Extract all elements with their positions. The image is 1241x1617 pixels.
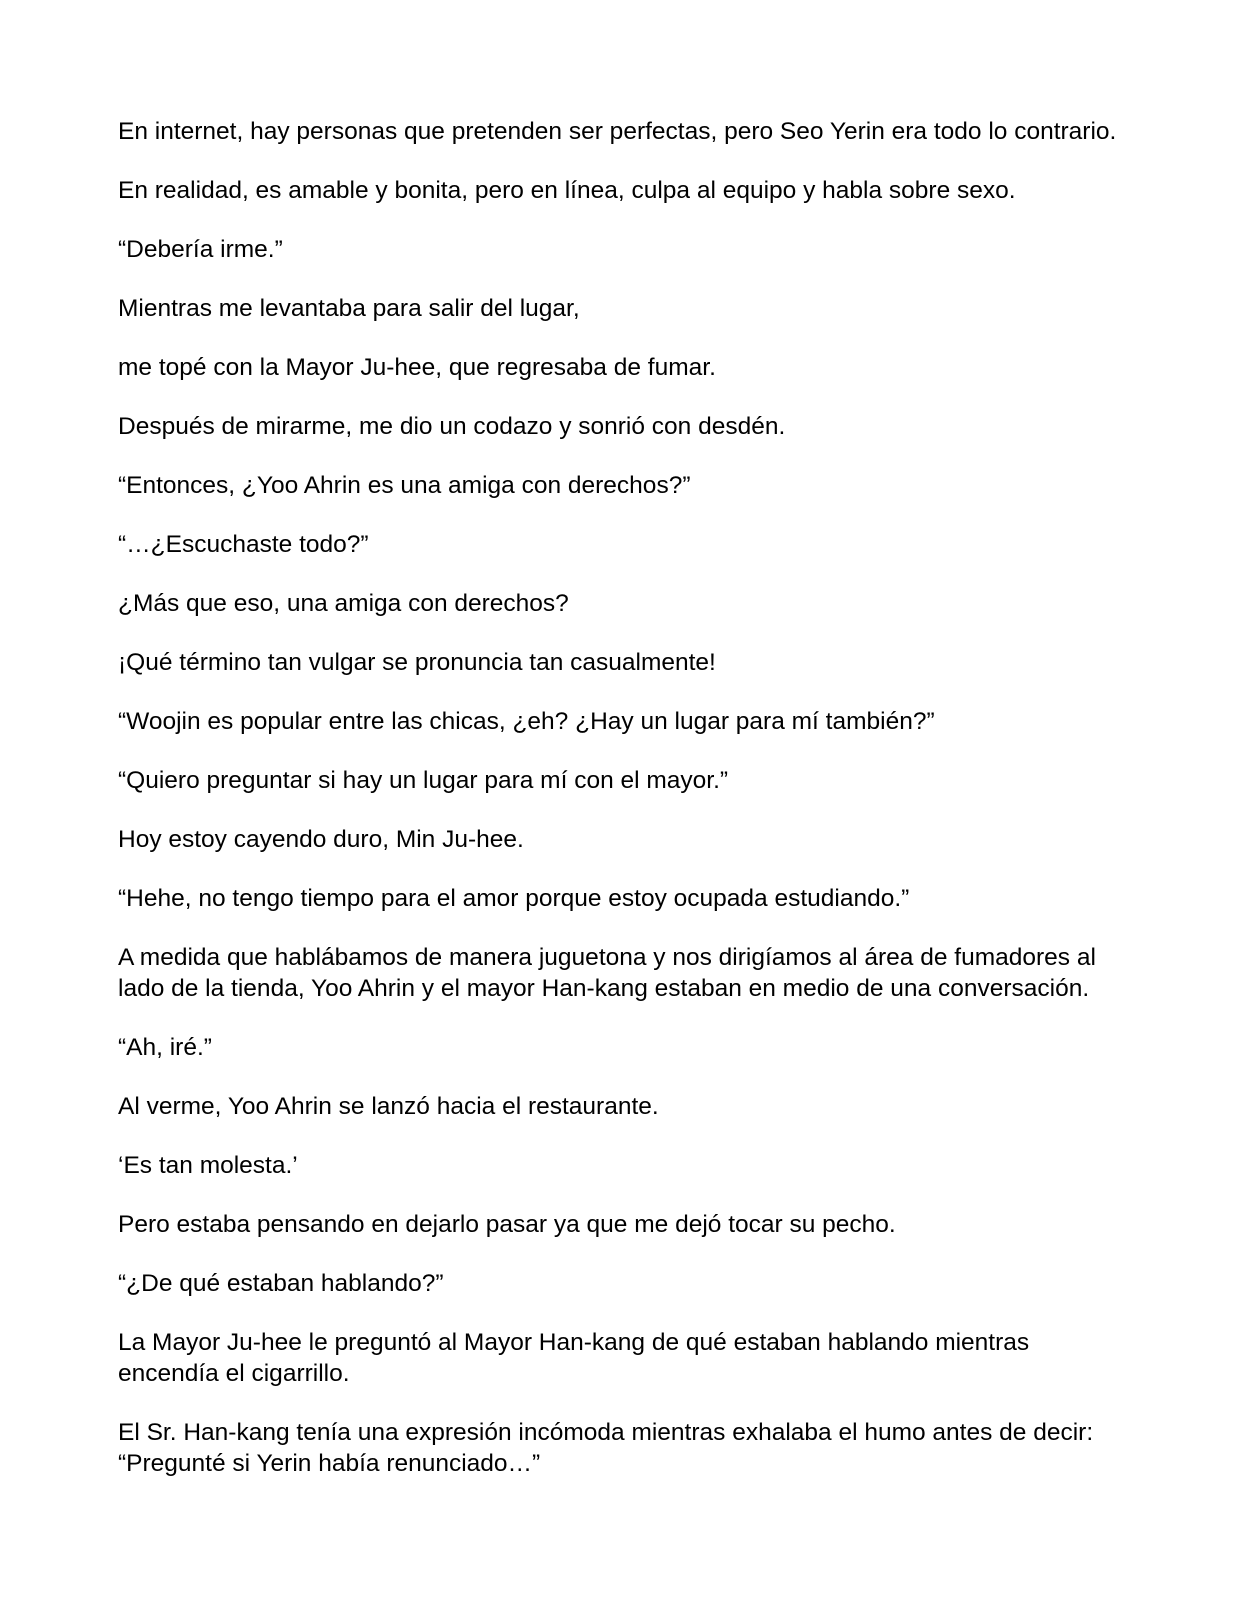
paragraph: “Ah, iré.”	[118, 1034, 212, 1061]
paragraph: Hoy estoy cayendo duro, Min Ju-hee.	[118, 826, 524, 853]
paragraph: “Debería irme.”	[118, 236, 283, 263]
paragraph: ‘Es tan molesta.’	[118, 1152, 298, 1179]
paragraph: El Sr. Han-kang tenía una expresión incómoda mientras exhalaba el humo antes de decir: “Pregunté si Yerin había renunciado…”	[118, 1419, 1094, 1477]
paragraph: Al verme, Yoo Ahrin se lanzó hacia el restaurante.	[118, 1093, 659, 1120]
paragraph: “Entonces, ¿Yoo Ahrin es una amiga con derechos?”	[118, 472, 691, 499]
paragraph: “Woojin es popular entre las chicas, ¿eh? ¿Hay un lugar para mí también?”	[118, 708, 935, 735]
paragraph: ¿Más que eso, una amiga con derechos?	[118, 590, 569, 617]
paragraph: En realidad, es amable y bonita, pero en línea, culpa al equipo y habla sobre sexo.	[118, 177, 1016, 204]
paragraph: “¿De qué estaban hablando?”	[118, 1270, 444, 1297]
paragraph: “…¿Escuchaste todo?”	[118, 531, 369, 558]
paragraph: A medida que hablábamos de manera juguetona y nos dirigíamos al área de fumadores al lado de la tienda, Yoo Ahrin y el mayor Han-kang estaban en medio de una conversación.	[118, 944, 1096, 1002]
paragraph: me topé con la Mayor Ju-hee, que regresaba de fumar.	[118, 354, 716, 381]
paragraph: “Hehe, no tengo tiempo para el amor porque estoy ocupada estudiando.”	[118, 885, 910, 912]
paragraph: Mientras me levantaba para salir del lugar,	[118, 295, 580, 322]
paragraph: “Quiero preguntar si hay un lugar para mí con el mayor.”	[118, 767, 729, 794]
paragraph: La Mayor Ju-hee le preguntó al Mayor Han-kang de qué estaban hablando mientras encendía el cigarrillo.	[118, 1329, 1030, 1387]
paragraph: Pero estaba pensando en dejarlo pasar ya que me dejó tocar su pecho.	[118, 1211, 896, 1238]
document-body	[118, 116, 1128, 1507]
paragraph: En internet, hay personas que pretenden ser perfectas, pero Seo Yerin era todo lo contrario.	[118, 118, 1117, 145]
paragraph: ¡Qué término tan vulgar se pronuncia tan casualmente!	[118, 649, 716, 676]
paragraph: Después de mirarme, me dio un codazo y sonrió con desdén.	[118, 413, 786, 440]
